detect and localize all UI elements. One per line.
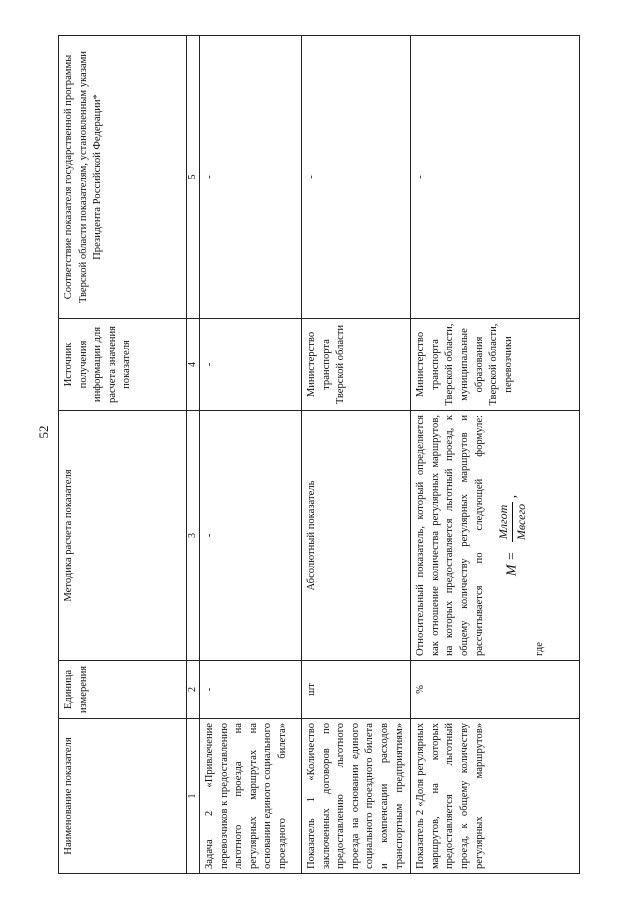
header-match: Соответствие показателя государственной программы Тверской области показателям, установленным указами Президента Российской Федерации*: [59, 36, 187, 319]
row-method: -: [200, 411, 302, 661]
row-method: [411, 411, 580, 661]
method-tail: где: [534, 642, 546, 656]
table-header-row: [59, 36, 187, 874]
rotated-table-frame: [58, 36, 580, 874]
formula-numerator: Mлгот: [495, 502, 513, 542]
column-number: 4: [187, 319, 200, 411]
indicator-table: [58, 35, 580, 874]
formula: [495, 415, 529, 656]
formula-fraction: [495, 502, 529, 542]
row-name: Показатель 1 «Количество заключенных договоров по предоставлению льготного проезда на основании единого социального проездного билета и компенсации расходов транспортным предприятиям»: [302, 719, 411, 874]
column-number: 2: [187, 661, 200, 719]
row-unit: -: [200, 661, 302, 719]
column-number: 5: [187, 36, 200, 319]
header-source: Источник получения информации для расчета значения показателя: [59, 319, 187, 411]
formula-lhs: M =: [504, 551, 520, 577]
header-name: Наименование показателя: [59, 719, 187, 874]
row-name: Задача 2 «Привлечение перевозчиков к предоставлению льготного проезда на регулярных маршрутах на основании единого социального проездного билета»: [200, 719, 302, 874]
column-number: 1: [187, 719, 200, 874]
page-number: 52: [36, 425, 51, 439]
table-row: [302, 36, 411, 874]
method-text: Относительный показатель, который определяется как отношение количества регулярных маршрутов, на которых предоставляется льготный проезд, к общему количеству регулярных маршрутов и рассчитывается по следующей формуле:: [415, 415, 485, 656]
column-number: 3: [187, 411, 200, 661]
row-source: -: [200, 319, 302, 411]
row-unit: шт: [302, 661, 411, 719]
header-method: Методика расчета показателя: [59, 411, 187, 661]
formula-tail: ,: [504, 494, 520, 499]
table-number-row: [187, 36, 200, 874]
row-match: -: [302, 36, 411, 319]
header-unit: Единица измерения: [59, 661, 187, 719]
table-row: [200, 36, 302, 874]
row-source: Министерство транспорта Тверской области, муниципальные образования Тверской области, перевозчики: [411, 319, 580, 411]
table-row: [411, 36, 580, 874]
row-name: Показатель 2 «Доля регулярных маршрутов, на которых предоставляется льготный проезд, к общему количеству регулярных маршрутов»: [411, 719, 580, 874]
formula-denominator: Mвсего: [513, 503, 528, 541]
row-unit: %: [411, 661, 580, 719]
row-source: Министерство транспорта Тверской области: [302, 319, 411, 411]
row-match: -: [411, 36, 580, 319]
row-match: -: [200, 36, 302, 319]
row-method: Абсолютный показатель: [302, 411, 411, 661]
